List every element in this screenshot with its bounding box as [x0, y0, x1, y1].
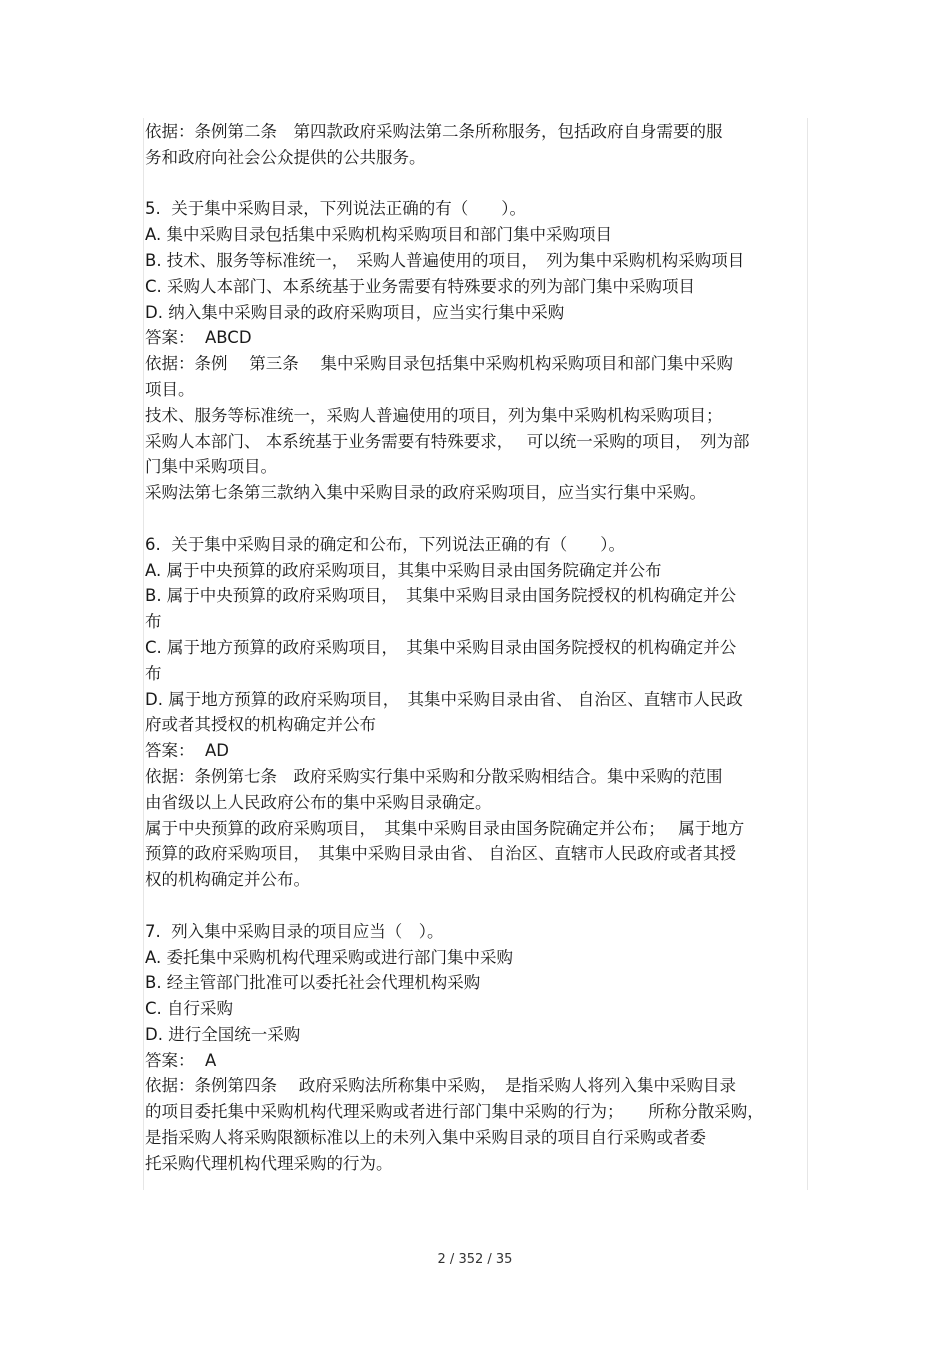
paragraph-gap — [145, 893, 810, 919]
text-line: A. 属于中央预算的政府采购项目，其集中采购目录由国务院确定并公布 — [145, 560, 662, 580]
text-line: 依据：条例 第三条 集中采购目录包括集中采购机构采购项目和部门集中采购 — [145, 354, 733, 374]
text-line: 是指采购人将采购限额标准以上的未列入集中采购目录的项目自行采购或者委 — [145, 1128, 706, 1148]
text-line: 属于中央预算的政府采购项目， 其集中采购目录由国务院确定并公布； 属于地方 — [145, 818, 745, 838]
text-line: 采购法第七条第三款纳入集中采购目录的政府采购项目，应当实行集中采购。 — [145, 483, 706, 503]
text-block — [145, 119, 810, 171]
text-line: 7. 列入集中采购目录的项目应当（ ）。 — [145, 921, 444, 941]
text-line: 布 — [145, 612, 162, 632]
text-line: 托采购代理机构代理采购的行为。 — [145, 1153, 393, 1173]
text-line: 5. 关于集中采购目录，下列说法正确的有（ ）。 — [145, 199, 526, 219]
text-line: B. 属于中央预算的政府采购项目， 其集中采购目录由国务院授权的机构确定并公 — [145, 586, 737, 606]
text-block — [145, 919, 810, 1177]
text-line: D. 属于地方预算的政府采购项目， 其集中采购目录由省、 自治区、直辖市人民政 — [145, 689, 743, 709]
text-line: C. 采购人本部门、本系统基于业务需要有特殊要求的列为部门集中采购项目 — [145, 276, 696, 296]
text-line: 答案： AD — [145, 741, 229, 761]
text-line: 依据：条例第七条 政府采购实行集中采购和分散采购相结合。集中采购的范围 — [145, 766, 723, 786]
text-line: 6. 关于集中采购目录的确定和公布，下列说法正确的有（ ）。 — [145, 534, 625, 554]
document-body — [145, 119, 810, 1177]
text-line: 府或者其授权的机构确定并公布 — [145, 715, 376, 735]
text-line: 答案： A — [145, 1050, 217, 1070]
text-line: B. 经主管部门批准可以委托社会代理机构采购 — [145, 973, 481, 993]
text-line: 门集中采购项目。 — [145, 457, 277, 477]
text-block — [145, 532, 810, 893]
paragraph-gap — [145, 506, 810, 532]
text-line: 的项目委托集中采购机构代理采购或者进行部门集中采购的行为； 所称分散采购， — [145, 1102, 764, 1122]
text-line: 技术、服务等标准统一，采购人普遍使用的项目，列为集中采购机构采购项目； — [145, 405, 723, 425]
text-line: A. 集中采购目录包括集中采购机构采购项目和部门集中采购项目 — [145, 225, 612, 245]
text-line: C. 自行采购 — [145, 999, 234, 1019]
text-line: 项目。 — [145, 379, 195, 399]
text-line: A. 委托集中采购机构代理采购或进行部门集中采购 — [145, 947, 513, 967]
text-line: C. 属于地方预算的政府采购项目， 其集中采购目录由国务院授权的机构确定并公 — [145, 637, 737, 657]
text-line: 由省级以上人民政府公布的集中采购目录确定。 — [145, 792, 492, 812]
text-line: D. 纳入集中采购目录的政府采购项目，应当实行集中采购 — [145, 302, 565, 322]
text-line: 权的机构确定并公布。 — [145, 870, 310, 890]
text-line: 答案： ABCD — [145, 328, 252, 348]
text-line: 采购人本部门、 本系统基于业务需要有特殊要求， 可以统一采购的项目， 列为部 — [145, 431, 750, 451]
text-line: 预算的政府采购项目， 其集中采购目录由省、 自治区、直辖市人民政府或者其授 — [145, 844, 736, 864]
text-line: 务和政府向社会公众提供的公共服务。 — [145, 147, 426, 167]
page-number: 2 / 352 / 35 — [437, 1252, 513, 1267]
text-block — [145, 196, 810, 506]
paragraph-gap — [145, 171, 810, 197]
text-line: B. 技术、服务等标准统一， 采购人普遍使用的项目， 列为集中采购机构采购项目 — [145, 250, 745, 270]
text-line: D. 进行全国统一采购 — [145, 1024, 301, 1044]
text-line: 布 — [145, 663, 162, 683]
text-line: 依据：条例第四条 政府采购法所称集中采购， 是指采购人将列入集中采购目录 — [145, 1076, 736, 1096]
text-line: 依据：条例第二条 第四款政府采购法第二条所称服务，包括政府自身需要的服 — [145, 122, 723, 141]
